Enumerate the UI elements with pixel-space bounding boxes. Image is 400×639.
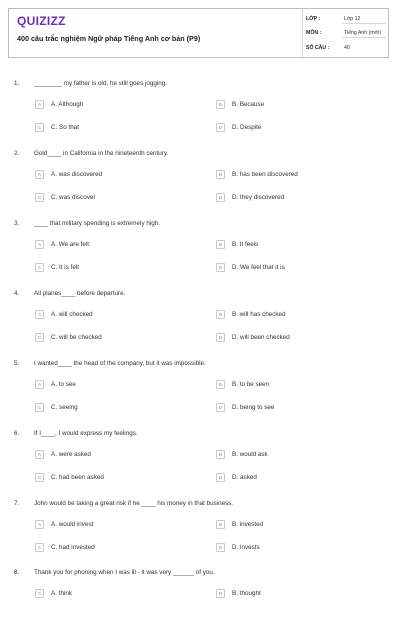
option-letter-box: D [216,193,225,202]
option-text: A. to see [51,380,76,388]
question-number: 2. [14,150,20,157]
meta-subject-value: Tiếng Anh (mới) [344,30,381,36]
option-letter-box: C [35,403,44,412]
option-letter-box: B [216,520,225,529]
option-letter-box: D [216,403,225,412]
option-letter-box: D [216,333,225,342]
option-text: D. asked [232,473,257,481]
question-text: All planes____ before departure. [34,290,126,297]
option-text: A. will checked [51,310,93,318]
option-letter-box: B [216,100,225,109]
question-number: 3. [14,220,20,227]
question-number: 1. [14,80,20,87]
option-letter-box: C [35,263,44,272]
option-text: A. was discovered [51,170,103,178]
option-letter-box: C [35,473,44,482]
option-text: A. We are felt [51,240,90,248]
option-letter-box: A [35,100,44,109]
meta-class-value: Lớp 12 [344,16,361,22]
meta-count-label: SỐ CÂU : [306,45,330,51]
question-number: 7. [14,500,20,507]
option-letter-box: C [35,123,44,132]
option-letter-box: C [35,193,44,202]
option-text: C. So that [51,123,80,131]
quizizz-logo: QUIZIZZ [17,14,66,28]
option-letter-box: A [35,520,44,529]
option-letter-box: A [35,450,44,459]
question-number: 5. [14,360,20,367]
option-letter-box: D [216,543,225,552]
question-text: If I____, I would express my feelings. [34,430,138,437]
question-item [0,430,400,500]
meta-class-label: LỚP : [306,16,321,22]
option-text: C. It is felt [51,263,79,271]
option-letter-box: A [35,589,44,598]
option-text: B. It feels [232,240,259,248]
option-letter-box: D [216,473,225,482]
option-letter-box: A [35,310,44,319]
question-text: Thank you for phoning when I was ill - it was very ______ of you. [34,569,215,576]
option-text: B. to be seen [232,380,270,388]
option-text: A. were asked [51,450,91,458]
question-item [0,150,400,220]
option-text: D. We feel that it is [232,263,285,271]
option-letter-box: B [216,170,225,179]
option-letter-box: B [216,589,225,598]
option-text: D. will been checked [232,333,290,341]
option-text: D. they discovered [232,193,285,201]
option-letter-box: B [216,450,225,459]
question-item [0,500,400,570]
question-text: I wanted____ the head of the company, but it was impossible. [34,360,206,367]
option-text: D. Despite [232,123,262,131]
option-text: C. will be checked [51,333,102,341]
worksheet-header [8,8,389,58]
worksheet-title: 400 câu trắc nghiệm Ngữ pháp Tiếng Anh cơ bản (P9) [17,34,201,43]
meta-count-value: 40 [344,45,350,51]
option-text: B. Because [232,100,265,108]
option-letter-box: D [216,263,225,272]
option-text: D. being to see [232,403,275,411]
question-item [0,220,400,290]
option-text: B. has been discovered [232,170,298,178]
meta-subject-label: MÔN : [306,30,322,36]
question-number: 6. [14,430,20,437]
question-item [0,360,400,430]
option-letter-box: A [35,240,44,249]
option-letter-box: A [35,170,44,179]
option-text: A. Although [51,100,84,108]
option-text: B. would ask [232,450,268,458]
option-text: D. invests [232,543,260,551]
question-item [0,80,400,150]
question-number: 8. [14,569,20,576]
question-text: Gold____ in California in the nineteenth century. [34,150,169,157]
header-divider [302,9,303,57]
option-letter-box: B [216,240,225,249]
option-letter-box: B [216,380,225,389]
option-text: B. invested [232,520,264,528]
option-letter-box: C [35,543,44,552]
option-text: B. thought [232,589,261,597]
option-letter-box: C [35,333,44,342]
option-text: C. seeing [51,403,78,411]
option-letter-box: D [216,123,225,132]
option-text: C. had invested [51,543,95,551]
option-text: A. would invest [51,520,94,528]
question-text: ____ that military spending is extremely high. [34,220,161,227]
question-item [0,569,400,639]
option-text: A. think [51,589,72,597]
option-letter-box: A [35,380,44,389]
option-text: C. had been asked [51,473,104,481]
question-text: John would be taking a great risk if he ____ his money in that business. [34,500,234,507]
option-text: B. will has checked [232,310,286,318]
option-text: C. was discover [51,193,96,201]
option-letter-box: B [216,310,225,319]
question-text: ________ my father is old, he still goes jogging. [34,80,168,87]
question-number: 4. [14,290,20,297]
question-item [0,290,400,360]
